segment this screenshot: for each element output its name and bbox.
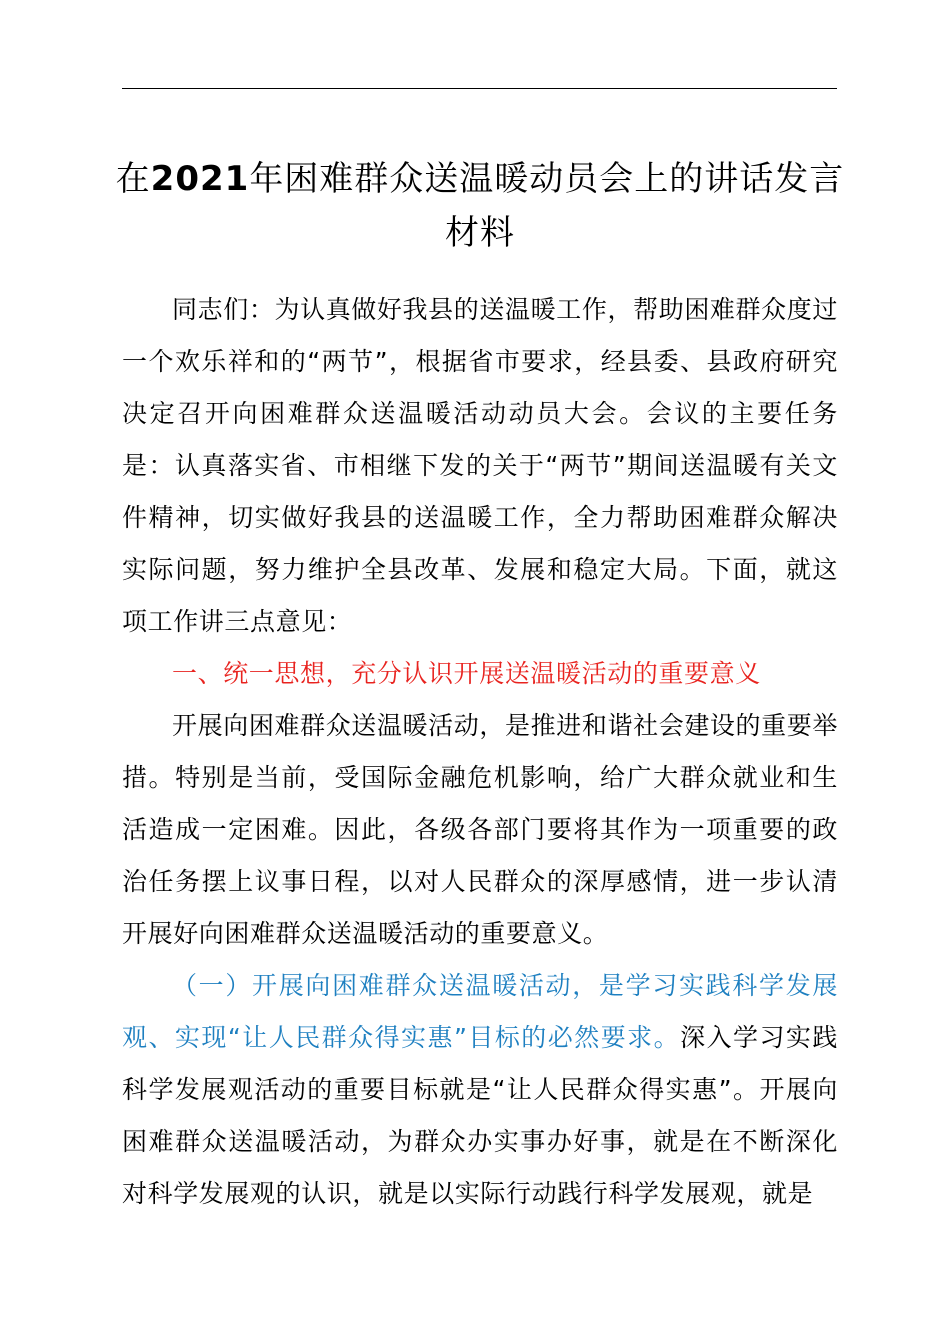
title-year: 2021 (150, 159, 250, 199)
section-heading: 一、统一思想，充分认识开展送温暖活动的重要意义 (172, 659, 761, 688)
document-body (122, 284, 838, 1220)
subsection-heading: （一）开展向困难群众送温暖活动，是学习实践科学发展观、实现“让人民群众得实惠”目标的必然要求。 (122, 971, 838, 1052)
document-title (110, 152, 850, 260)
subsection-paragraph (122, 960, 838, 1220)
header-rule (122, 88, 837, 89)
intro-paragraph: 同志们：为认真做好我县的送温暖工作，帮助困难群众度过一个欢乐祥和的“两节”，根据省市要求，经县委、县政府研究决定召开向困难群众送温暖活动动员大会。会议的主要任务是：认真落实省、市相继下发的关于“两节”期间送温暖有关文件精神，切实做好我县的送温暖工作，全力帮助困难群众解决实际问题，努力维护全县改革、发展和稳定大局。下面，就这项工作讲三点意见： (122, 295, 838, 636)
title-prefix: 在 (115, 159, 151, 199)
subsection-text: 深入学习实践科学发展观活动的重要目标就是“让人民群众得实惠”。开展向困难群众送温暖活动，为群众办实事办好事，就是在不断深化对科学发展观的认识，就是以实际行动践行科学发展观，就是 (122, 1023, 838, 1208)
body-paragraph: 开展向困难群众送温暖活动，是推进和谐社会建设的重要举措。特别是当前，受国际金融危机影响，给广大群众就业和生活造成一定困难。因此，各级各部门要将其作为一项重要的政治任务摆上议事日程，以对人民群众的深厚感情，进一步认清开展好向困难群众送温暖活动的重要意义。 (122, 711, 838, 948)
title-suffix: 年困难群众送温暖动员会上的讲话发言材料 (249, 159, 845, 253)
